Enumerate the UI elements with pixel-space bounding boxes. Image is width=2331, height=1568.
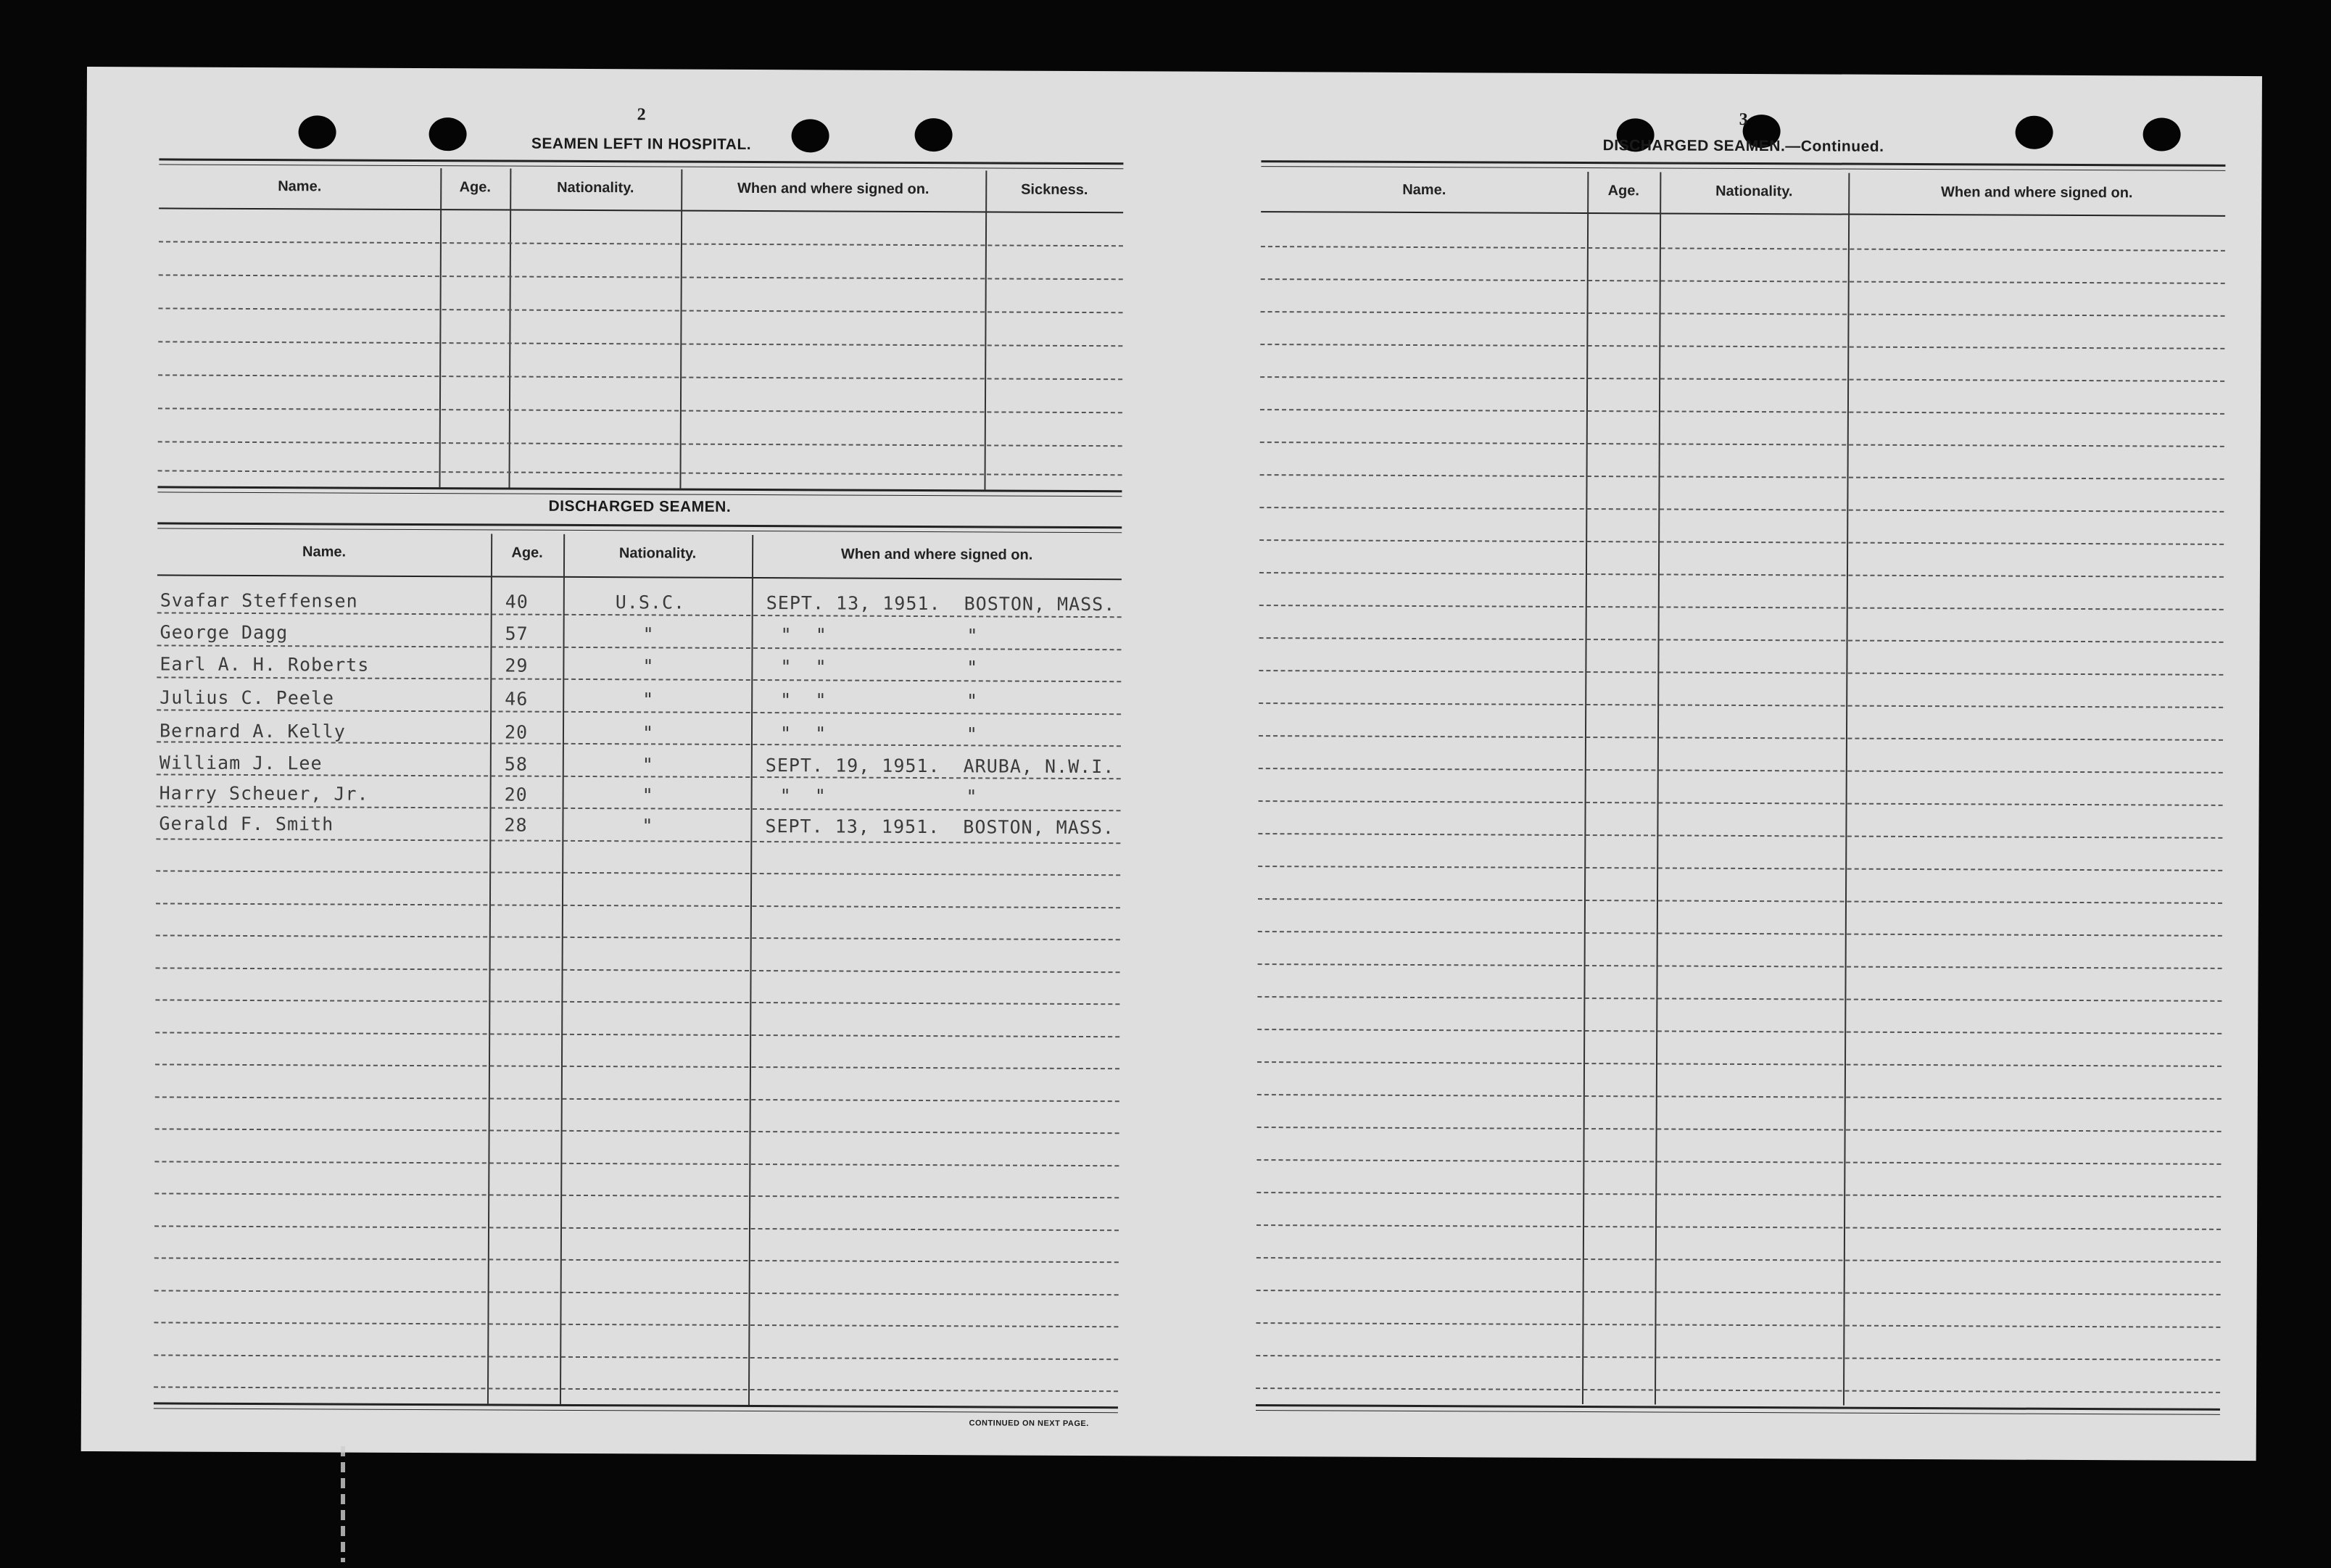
ruled-line	[1257, 996, 2222, 1002]
ruled-line	[156, 934, 1120, 940]
ruled-line	[1260, 344, 2224, 349]
ruled-line	[1260, 409, 2224, 415]
table-row	[157, 712, 1121, 748]
column-header: Nationality.	[1715, 183, 1793, 200]
ruled-line	[1261, 311, 2225, 317]
ruled-line	[1260, 441, 2224, 447]
ruled-line	[1258, 833, 2222, 839]
seaman-nationality: "	[642, 784, 654, 806]
ruled-line	[1256, 1290, 2221, 1295]
column-header: When and where signed on.	[840, 546, 1033, 563]
seaman-age: 46	[505, 688, 529, 710]
ruled-line	[1256, 1322, 2220, 1328]
column-header: Sickness.	[1021, 181, 1088, 199]
seaman-age: 20	[504, 784, 528, 805]
ruled-line	[1256, 1355, 2220, 1361]
page-number: 3	[1739, 109, 1748, 129]
column-header: When and where signed on.	[1940, 184, 2133, 202]
ruled-line	[156, 870, 1120, 876]
hospital-header	[159, 165, 1123, 210]
ruled-line	[1260, 376, 2224, 382]
ruled-line	[154, 1161, 1119, 1166]
rule	[157, 574, 1122, 580]
seaman-name: George Dagg	[160, 621, 289, 644]
seaman-signed-on: " " "	[780, 689, 979, 712]
seaman-nationality: "	[642, 655, 655, 677]
ruled-line	[155, 999, 1119, 1005]
seaman-signed-on: SEPT. 19, 1951. ARUBA, N.W.I.	[765, 755, 1115, 778]
column-header: Age.	[511, 544, 543, 561]
ruled-line	[1258, 963, 2222, 969]
seaman-name: Bernard A. Kelly	[159, 720, 346, 742]
seaman-name: Harry Scheuer, Jr.	[159, 782, 369, 805]
ruled-line	[1256, 1159, 2221, 1165]
seaman-signed-on: SEPT. 13, 1951. BOSTON, MASS.	[765, 816, 1115, 839]
column-header: When and where signed on.	[737, 180, 929, 198]
ruled-line	[1256, 1257, 2221, 1263]
discharged-section-title: DISCHARGED SEAMEN.	[548, 497, 732, 515]
ruled-line	[1258, 898, 2222, 904]
column-header: Age.	[1607, 183, 1639, 199]
ruled-line	[1261, 246, 2225, 252]
ruled-line	[1256, 1387, 2220, 1393]
column-header: Nationality.	[557, 179, 634, 196]
seaman-age: 57	[505, 623, 529, 644]
right-header	[1261, 169, 2225, 214]
seaman-name: Julius C. Peele	[160, 686, 335, 709]
seaman-name: William J. Lee	[159, 752, 323, 774]
ruled-line	[155, 1128, 1119, 1134]
right-page	[1262, 72, 2226, 202]
seaman-signed-on: " " "	[780, 624, 979, 647]
ruled-line	[1256, 1192, 2221, 1198]
rule	[157, 486, 1122, 497]
discharged-header	[157, 531, 1122, 576]
seaman-name: Svafar Steffensen	[160, 589, 358, 612]
column-header: Name.	[1402, 181, 1446, 199]
table-row	[157, 645, 1121, 681]
ruled-line	[154, 1192, 1119, 1198]
ruled-line	[154, 1386, 1118, 1392]
table-row	[156, 805, 1120, 841]
ruled-line	[1259, 507, 2224, 513]
seaman-signed-on: SEPT. 13, 1951. BOSTON, MASS.	[766, 592, 1116, 615]
seaman-signed-on: " " "	[779, 723, 978, 745]
ruled-line	[1259, 702, 2223, 708]
continued-note: CONTINUED ON NEXT PAGE.	[969, 1419, 1089, 1429]
ruled-line	[1256, 1224, 2221, 1230]
ruled-line	[154, 1290, 1119, 1295]
discharged-continued-title: DISCHARGED SEAMEN.—Continued.	[1602, 137, 1884, 155]
ruled-line	[1259, 572, 2224, 578]
film-edge	[341, 1446, 345, 1562]
ruled-line	[1261, 278, 2225, 284]
ruled-line	[1259, 670, 2223, 676]
rule	[1256, 1404, 2220, 1415]
column-header: Name.	[278, 178, 322, 195]
seaman-signed-on: " " "	[779, 785, 978, 808]
document-sheet	[81, 67, 2262, 1461]
ruled-line	[1260, 474, 2224, 480]
seaman-name: Gerald F. Smith	[159, 813, 334, 835]
ruled-line	[1259, 637, 2224, 643]
ruled-line	[1257, 1029, 2222, 1034]
ruled-line	[1257, 1094, 2222, 1100]
ruled-line	[1258, 866, 2222, 871]
seaman-age: 40	[505, 591, 529, 613]
ruled-line	[154, 1322, 1118, 1327]
ruled-line	[1259, 735, 2223, 741]
ruled-line	[1259, 800, 2223, 806]
ruled-line	[154, 1225, 1119, 1231]
table-row	[157, 581, 1122, 618]
ruled-line	[1259, 605, 2224, 610]
ruled-lines	[1262, 72, 2226, 76]
ruled-line	[155, 1063, 1119, 1069]
seaman-nationality: "	[642, 754, 654, 776]
ruled-line	[1257, 1127, 2222, 1132]
ruled-line	[155, 1096, 1119, 1102]
ruled-line	[156, 967, 1120, 973]
hospital-section-title: SEAMEN LEFT IN HOSPITAL.	[531, 135, 752, 153]
ruled-line	[1259, 768, 2223, 773]
ruled-line	[1259, 539, 2224, 545]
column-header: Name.	[302, 544, 347, 560]
ruled-line	[155, 1032, 1119, 1037]
seaman-nationality: U.S.C.	[615, 592, 686, 613]
ruled-line	[154, 1257, 1119, 1263]
seaman-age: 28	[504, 814, 528, 836]
seaman-name: Earl A. H. Roberts	[160, 653, 370, 676]
seaman-age: 29	[505, 655, 529, 676]
column-header: Age.	[459, 179, 491, 196]
ruled-line	[1258, 931, 2222, 937]
seaman-age: 20	[504, 721, 529, 743]
ruled-line	[1257, 1061, 2222, 1067]
seaman-nationality: "	[642, 722, 655, 744]
table-row	[157, 679, 1121, 715]
ruled-line	[156, 903, 1120, 908]
page-number: 2	[637, 105, 646, 125]
ruled-line	[154, 1354, 1118, 1360]
table-row	[157, 613, 1122, 650]
seaman-nationality: "	[642, 815, 654, 837]
left-page	[159, 67, 1124, 1429]
seaman-nationality: "	[642, 689, 655, 710]
seaman-age: 58	[504, 753, 528, 775]
seaman-nationality: "	[642, 623, 655, 645]
column-header: Nationality.	[618, 545, 697, 562]
rule	[154, 1402, 1118, 1413]
seaman-signed-on: " " "	[780, 656, 979, 679]
ruled-lines	[160, 67, 1124, 71]
